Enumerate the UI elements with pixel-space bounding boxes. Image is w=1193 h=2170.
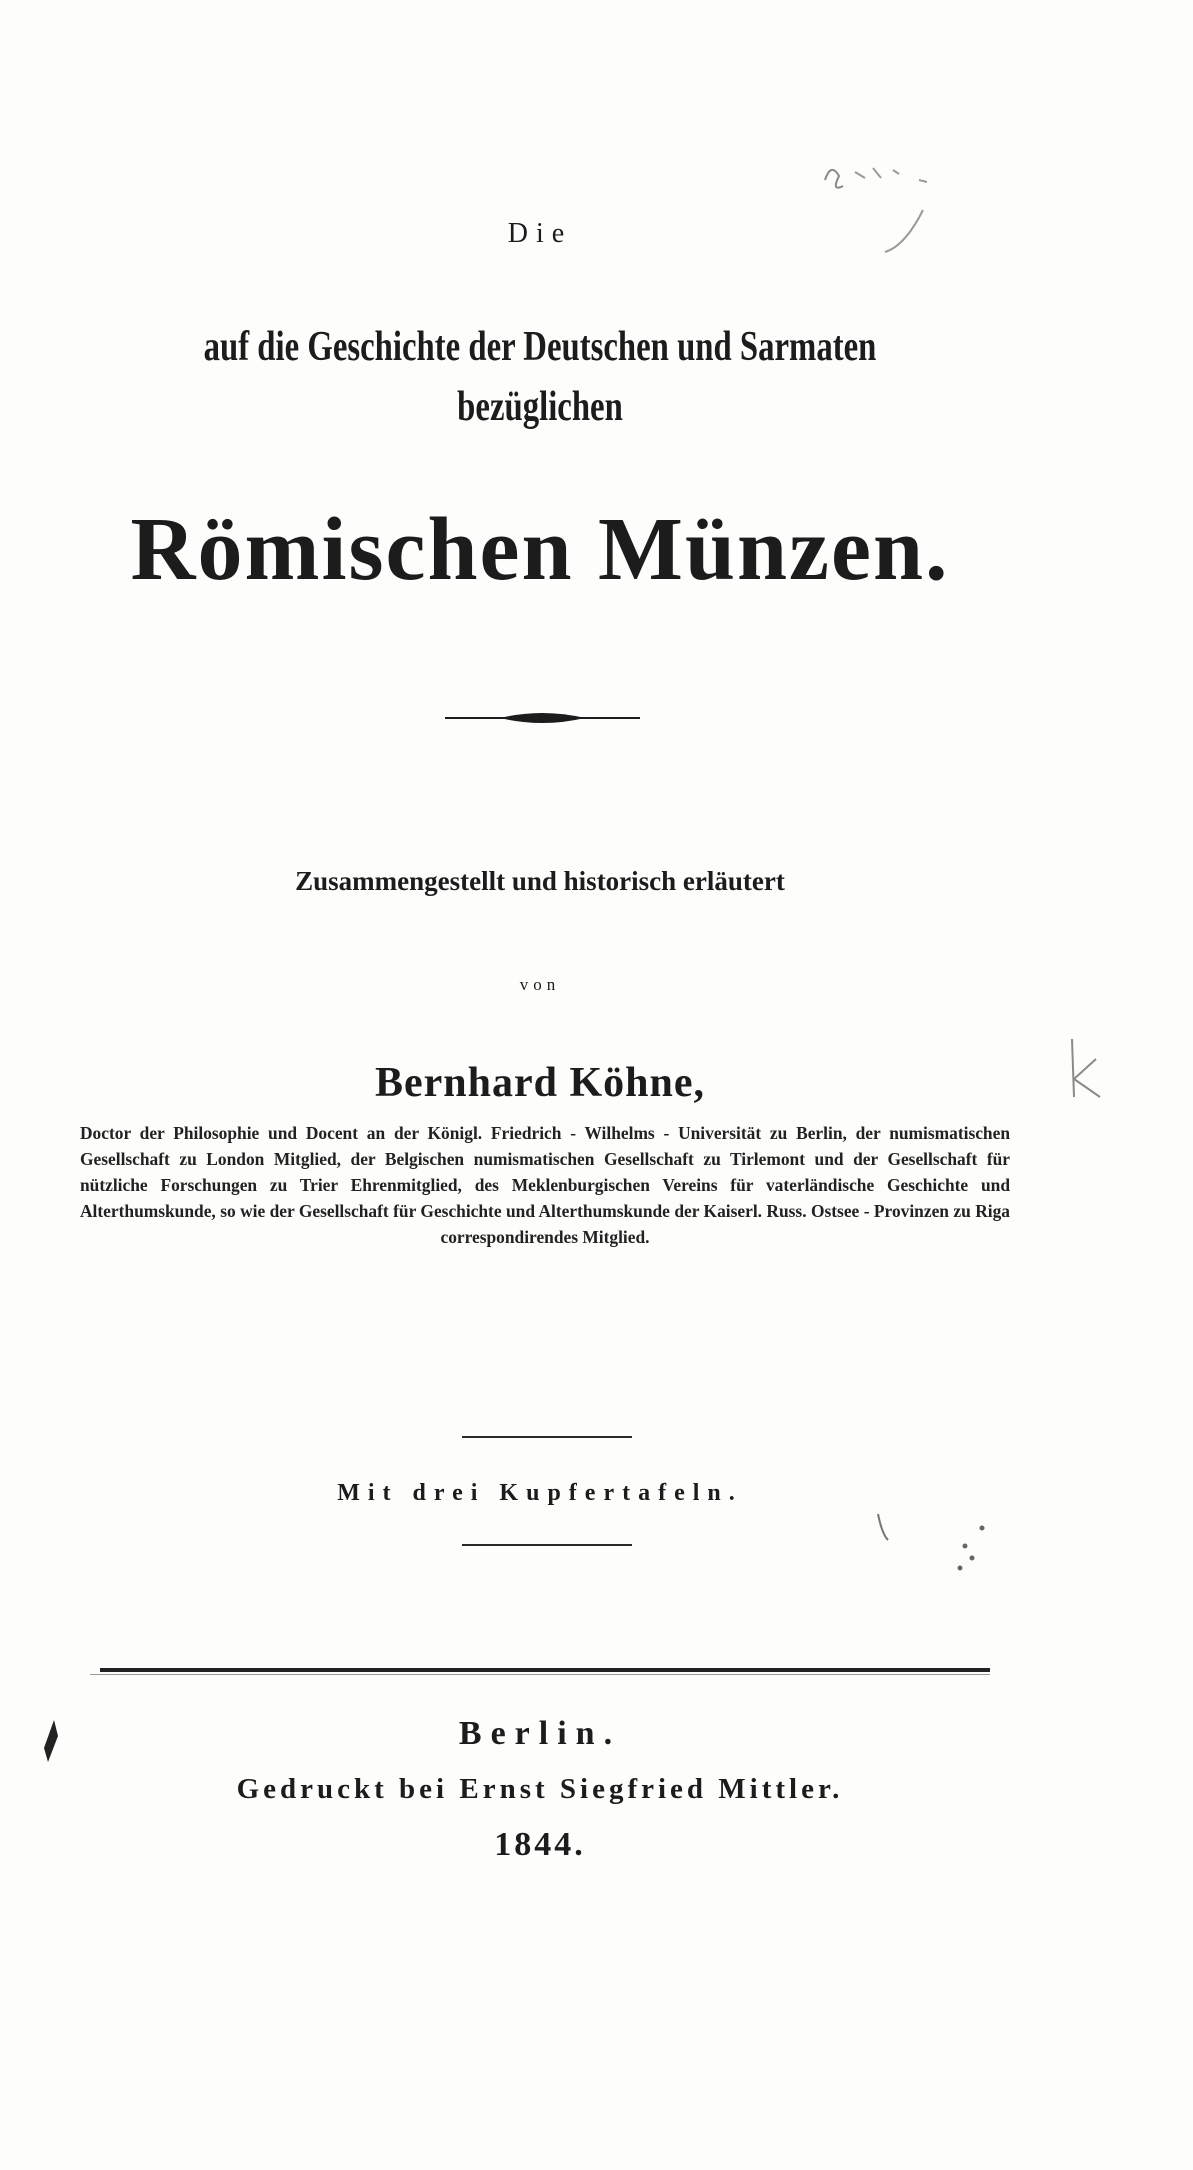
by-line: von: [519, 975, 561, 994]
ornament-divider: [445, 710, 640, 726]
pencil-mark-k: [1060, 1035, 1110, 1105]
imprint-city: Berlin.: [458, 1715, 622, 1752]
author-name: Bernhard Köhne,: [374, 1060, 706, 1106]
compiled-line: Zusammengestellt und historisch erläutert: [295, 866, 785, 896]
rule-lower: [462, 1544, 632, 1546]
subject-line-1: auf die Geschichte der Deutschen und Sarmaten: [203, 324, 877, 370]
imprint-divider: [100, 1668, 990, 1672]
plates-note: Mit drei Kupfertafeln.: [337, 1480, 743, 1506]
subject-line-2: bezüglichen: [457, 384, 623, 430]
ink-mark-left: [38, 1718, 64, 1764]
imprint-divider-thin: [90, 1674, 990, 1675]
imprint-year: 1844.: [494, 1826, 586, 1863]
main-title: Römischen Münzen.: [130, 500, 950, 599]
author-credentials: Doctor der Philosophie und Docent an der Königl. Friedrich - Wilhelms - Universität zu Berlin, der numismatischen Gesellschaft zu London Mitglied, der Belgischen numismatischen Gesellschaft zu Tirlemont und der Gesellschaft für nützliche Forschungen zu Trier Ehrenmitglied, des Meklenburgischen Vereins für vaterländische Geschichte und Alterthumskunde, so wie der Gesellschaft für Geschichte und Alterthumskunde der Kaiserl. Russ. Ostsee - Provinzen zu Riga correspondirendes Mitglied.: [80, 1123, 1010, 1247]
rule-upper: [462, 1436, 632, 1438]
pencil-mark-top-right: [815, 140, 965, 260]
imprint-printer: Gedruckt bei Ernst Siegfried Mittler.: [236, 1773, 844, 1805]
title-article: Die: [507, 218, 573, 249]
pencil-mark-right-dots: [870, 1510, 1010, 1590]
